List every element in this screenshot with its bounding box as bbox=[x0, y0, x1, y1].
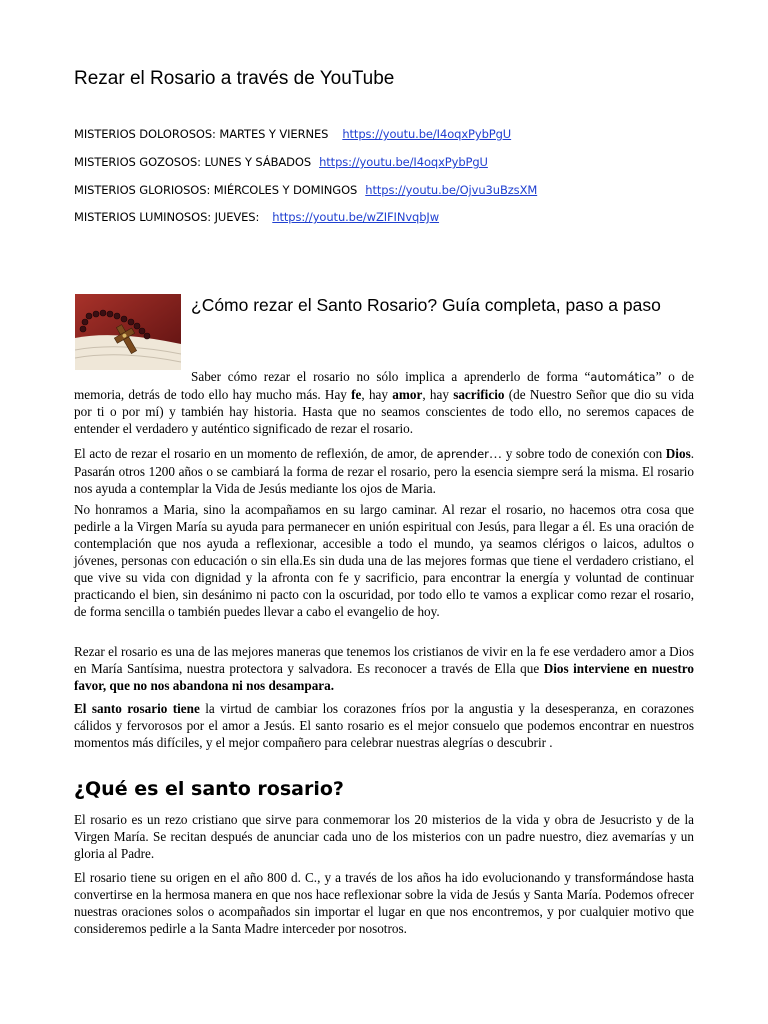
rosary-photo-icon bbox=[75, 294, 181, 370]
paragraph-7: El rosario tiene su origen en el año 800 d. C., y a través de los años ha ido evolucionando y transformándose hasta convertirse en la hermosa manera en que nos hace reflexionar sobre la vida de Jesús y Santa María. Podemos ofrecer nuestras oraciones solos o acompañados sin importar el lugar en que nos encontremos, y por cualquier motivo que consideremos pedirle a la Santa Madre interceder por nosotros. bbox=[74, 870, 694, 936]
mysteries-label: MISTERIOS GLORIOSOS: MIÉRCOLES Y DOMINGOS bbox=[74, 183, 358, 197]
mysteries-label: MISTERIOS LUMINOSOS: JUEVES: bbox=[74, 210, 260, 224]
link-row-luminosos bbox=[74, 210, 439, 224]
youtube-link[interactable]: https://youtu.be/Ojvu3uBzsXM bbox=[365, 183, 538, 197]
mysteries-label: MISTERIOS DOLOROSOS: MARTES Y VIERNES bbox=[74, 127, 329, 141]
link-row-dolorosos bbox=[74, 127, 511, 141]
paragraph-3: No honramos a Maria, sino la acompañamos en su largo caminar. Al rezar el rosario, no hacemos otra cosa que pedirle a la Virgen María su ayuda para permanecer en unión espiritual con Jesús, para llegar a él. Es una oración de contemplación que nos ayuda a reflexionar, accesible a todo el mundo, ya seamos clérigos o laicos, adultos o jóvenes, personas con educación o sin ella.Es sin duda una de las mejores formas que tiene el verdadero cristiano, el que vive su vida con dignidad y la afronta con fe y sacrificio, para encontrar la energía y voluntad de continuar practicando el bien, sin desánimo ni pacto con la oscuridad, por todo ello te vamos a explicar como rezar el rosario, de forma sencilla o también puedes llevar a cabo el evangelio de hoy. bbox=[74, 502, 694, 619]
page-title: Rezar el Rosario a través de YouTube bbox=[74, 68, 395, 89]
guide-heading: ¿Cómo rezar el Santo Rosario? Guía completa, paso a paso bbox=[191, 295, 661, 315]
paragraph-4: Rezar el rosario es una de las mejores maneras que tenemos los cristianos de vivir en la fe ese verdadero amor a Dios en María Santísima, nuestra protectora y salvadora. Es reconocer a través de Ella que Dios interviene en nuestro favor, que no nos abandona ni nos desampara. bbox=[74, 644, 694, 693]
youtube-link[interactable]: https://youtu.be/wZIFINvqbJw bbox=[272, 210, 440, 224]
paragraph-2: El acto de rezar el rosario en un momento de reflexión, de amor, de aprender… y sobre todo de conexión con Dios. Pasarán otros 1200 años o se cambiará la forma de rezar el rosario, pero la esencia siempre será la misma. El rosario nos ayuda a contemplar la Vida de Jesús mediante los ojos de Maria. bbox=[74, 446, 694, 496]
link-row-gozosos bbox=[74, 155, 488, 169]
youtube-link[interactable]: https://youtu.be/I4oqxPybPgU bbox=[342, 127, 512, 141]
mysteries-label: MISTERIOS GOZOSOS: LUNES Y SÁBADOS bbox=[74, 155, 312, 169]
youtube-link[interactable]: https://youtu.be/I4oqxPybPgU bbox=[319, 155, 488, 169]
rosary-image bbox=[75, 294, 181, 370]
paragraph-6: El rosario es un rezo cristiano que sirve para conmemorar los 20 misterios de la vida y obra de Jesucristo y de la Virgen María. Se recitan después de anunciar cada uno de los misterios con un padre nuestro, diez avemarías y un gloria al Padre. bbox=[74, 812, 694, 861]
link-row-gloriosos bbox=[74, 183, 537, 197]
paragraph-1: Saber cómo rezar el rosario no sólo implica a aprenderlo de forma “automática” o de memoria, detrás de todo ello hay mucho más. Hay fe, hay amor, hay sacrificio (de Nuestro Señor que dio su vida por ti o por mí) y también hay historia. Hasta que no seamos conscientes de todo ello, no seremos capaces de entender el verdadero y auténtico significado de rezar el rosario. bbox=[74, 369, 694, 436]
section-heading: ¿Qué es el santo rosario? bbox=[74, 778, 344, 800]
paragraph-5: El santo rosario tiene la virtud de cambiar los corazones fríos por la angustia y la desesperanza, en corazones cálidos y fervorosos por el amor a Jesús. El santo rosario es el mejor consuelo que podemos encontrar en nuestros momentos más difíciles, y el mejor compañero para celebrar nuestras alegrías o descubrir . bbox=[74, 701, 694, 750]
